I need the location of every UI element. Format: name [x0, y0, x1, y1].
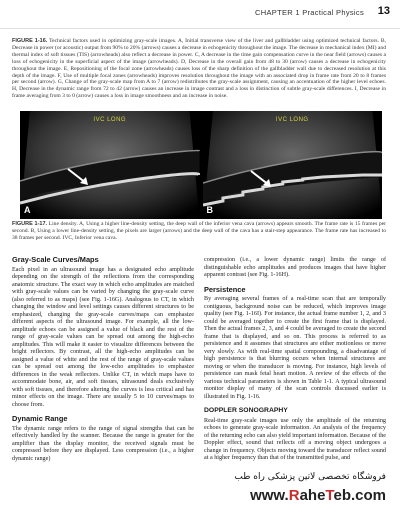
- figure-1-17-caption: [12, 221, 386, 242]
- panel-letter: B: [206, 205, 213, 215]
- section-heading: Gray-Scale Curves/Maps: [12, 255, 99, 264]
- caption-text: Technical factors used in optimizing gray-scale images. A, Initial transverse view of the liver and gallbladder using optimized technical factors. B, Decrease in power (or acoustic) output from 90% to 20% (arrows) causes a decrease in echogenicity throughout the image. The decrease in mechanical index (MI) and thermal index of soft tissues (TIS) (arrowheads) also reflect a decrease in power. C, A decrease in the time gain compensation curve in the near field (arrows) causes a loss of echogenicity in the superficial aspect of the image (arrowheads). D, Decrease in the overall gain from 48 to 30 (arrow) causes a decrease in echogenicity throughout the image. E, Repositioning of the focal zone (arrowheads) causes loss of the sharp definition of the gallbladder wall due to decreased resolution at this depth of the image. F, Use of multiple focal zones (arrowheads) improves resolution throughout the image with an associated drop in frame rate from 20 to 8 frames per second (arrow). G, Change of the gray-scale map from A to 7 (arrow) redistributes the gray-scale assignment, causing an accentuation of the higher level echoes. H, Decrease in the dynamic range from 72 to 42 (arrow) causes an increase in image contrast and a loss in distinction of subtle gray-scale differences. I, Decrease in frame averaging from 3 to 0 (arrow) causes a loss in image smoothness and an increase in noise.: [12, 38, 386, 100]
- ultrasound-panel-a: [20, 111, 200, 219]
- ultrasound-panel-b: [203, 111, 383, 219]
- left-column: [12, 256, 194, 467]
- panel-tag: IVC LONG: [275, 117, 309, 123]
- paragraph: The dynamic range refers to the range of signal strengths that can be effectively handled by the scanner. Because the range is greater for the amplifier than the display monitor, the received signals must be compressed before they are displayed. Less compression (i.e., a higher dynamic range): [12, 425, 194, 462]
- arrow-icon: [249, 169, 275, 189]
- paragraph: Real-time gray-scale images use only the amplitude of the returning echoes to generate gray-scale information. An analysis of the frequency of the returning echo can also yield important information. Because of the Doppler effect, sound that reflects off a moving object undergoes a change in frequency. Objects moving toward the transducer reflect sound at a higher frequency than that of the transmitted pulse, and: [204, 417, 386, 461]
- ultrasound-image: [203, 111, 383, 219]
- figure-label: FIGURE 1-16.: [12, 38, 48, 44]
- paragraph: By averaging several frames of a real-time scan that are temporally contiguous, background noise can be reduced, which improves image quality (see Fig. 1-16I). For instance, the actual frame number 1, 2, and 3 could be averaged together to create the first frame that is displayed. Then the actual frames 2, 3, and 4 could be averaged to create the second frame that is displayed, and so on. This process is referred to as persistence and it assumes that structures are either motionless or move very slowly. As with real-time spatial compounding, a disadvantage of high persistence is that blurring occurs when internal structures are moving or when the transducer is moving. For instance, high levels of persistence can mask fetal heart motion. A review of the effects of the various technical parameters is shown in Table 1-1. A typical ultrasound monitor display of many of the scan controls discussed earlier is illustrated in Fig. 1-16.: [204, 296, 386, 400]
- watermark-url: www.RaheTeb.com: [250, 487, 386, 504]
- section-heading: Dynamic Range: [12, 414, 68, 423]
- watermark-text: فروشگاه تخصصی لاتین پزشکی راه طب: [234, 472, 386, 482]
- paragraph: compression (i.e., a lower dynamic range) limits the range of distinguishable echo amplitudes and produces images that have higher apparent contrast (see Fig. 1-16H).: [204, 257, 386, 278]
- chapter-title: CHAPTER 1 Practical Physics: [255, 8, 364, 17]
- paragraph: Each pixel in an ultrasound image has a designated echo amplitude depending on the strength of the reflections from the corresponding anatomic structure. The exact way in which echo amplitudes are matched with gray-scale values can be varied by changing the gray-scale curve (also referred to as maps) (see Fig. 1-16G). Analogous to CT, in which changing the window and level settings causes different structures to be emphasized, changing the gray-scale curves/maps can emphasize different aspects of the ultrasound image. For example, all the low-amplitude echoes can be assigned a value of black and the rest of the range of gray-scale values can be spread out among the high-echo amplitudes. This will make it easier to visualize differences between the bright reflectors. By contrast, all the high-echo amplitudes can be assigned a value of white and the rest of the range of gray-scale values can be spread out among the low-echo amplitudes to emphasize differences in the weak reflectors. Unlike CT, in which maps have to accommodate bone, air, and soft tissues, ultrasound deals exclusively with soft tissues, and therefore altering the curves is less critical and has minor effects on the image. There are usually 5 to 10 curves/maps to choose from.: [12, 266, 194, 408]
- figure-1-16-caption: [12, 38, 386, 100]
- arrow-icon: [66, 167, 92, 187]
- panel-letter: A: [24, 205, 31, 215]
- caption-text: Line density. A, Using a higher line-density setting, the deep wall of the inferior vena cava (arrows) appears smooth. The frame rate is 15 frames per second. B, Using a lower line-density setting, the pixels are larger (arrows) and the deep wall of the cava has a stair-step appearance. The frame rate has increased to 38 frames per second. IVC, Inferior vena cava.: [12, 221, 386, 241]
- page-number: 13: [377, 5, 390, 17]
- right-column: [204, 257, 386, 467]
- ultrasound-image: [20, 111, 200, 219]
- page-header: [0, 4, 400, 29]
- figure-1-17: [20, 111, 382, 219]
- figure-label: FIGURE 1-17.: [12, 221, 48, 227]
- panel-tag: IVC LONG: [93, 117, 127, 123]
- section-heading: DOPPLER SONOGRAPHY: [204, 407, 288, 414]
- section-heading: Persistence: [204, 284, 246, 294]
